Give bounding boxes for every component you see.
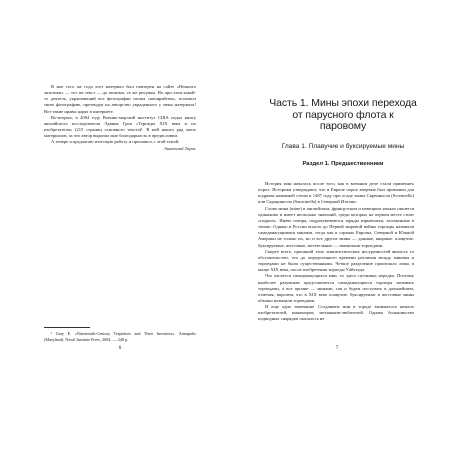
right-paragraph-1: История мин началась после того, как в военном деле стали применять порох. Историки утверждают, что в Европе порох впервые был применен для подрыва каменной стены в 1487 году при осаде замка Скреиньола (Screunello) или Сарацинелла (Saracinella) в Северной Италии. bbox=[258, 181, 414, 205]
right-paragraph-5: И еще одно замечание. Созданием мин в тороде занималось немало изобретателей, инженеров, механиков-любителей. Однако большинство подводных снарядов оказалось не bbox=[258, 304, 414, 322]
part-title: Часть 1. Мины эпохи перехода от парусного флота к паровому bbox=[269, 97, 417, 132]
right-page-body bbox=[258, 181, 414, 323]
right-page-number: 7 bbox=[335, 346, 339, 351]
left-paragraph-2: Во-вторых, в 2004 году Военно-морской институт США издал книгу английского исследователя Эдвина Грея «Торпеды XIX века и их изобретатели» (215 страниц основного текста)¹. В ней нашел ряд моих материалов, за что автор выразил мне благодарность в предисловии. bbox=[44, 114, 196, 139]
left-paragraph-3: А теперь я предлагаю итоговую работу и прошаюсь с этой темой. bbox=[51, 139, 180, 145]
left-paragraph-1: В мае того же года этот материал был повторен на сайте «Немного экзотики» — тот же текст — до запятых, те же рисунки. Но при этом какой-то деятель, украшающий все фотографии своим «копирайтом», положил свою фотографию, претендуя на авторство украденного у меня материала! Вот такие нравы царят в интернете. bbox=[44, 84, 196, 114]
chapter-title: Глава 1. Плавучие и буксируемые мины bbox=[281, 143, 405, 150]
right-paragraph-4: Что касается самодвижущихся мин, то здесь путаница нередка. Поэтому наиболее разумным представляется самодвижущиеся торпеды называть торпедами, а все прочие — минами, так и будем поступать в дальнейшем, отмечая, впрочем, что в XIX веке плавучие, буксируемые и шестовые мины обычно называли торпедами. bbox=[258, 273, 414, 303]
footnote-rule bbox=[44, 327, 90, 328]
right-page bbox=[225, 0, 450, 450]
footnote: ¹ Gray E. «Nineteenth-Century Torpedoes and Their Inventors». Annapolis (Maryland): Naval Institute Press, 2004. — 240 p. bbox=[44, 331, 196, 342]
author-signature: Анатолий Тарас bbox=[164, 145, 196, 151]
right-paragraph-3: Скорее всего, причиной этих лингвистических несуразностей явилось то обстоятельство, что до определенного времени различия между минами и торпедами не были существенными. Четкое разделение произошло лишь в конце XIX века, после изобретения торпеды Уайтхеда. bbox=[258, 248, 414, 273]
left-page-number: 6 bbox=[118, 346, 122, 351]
left-page-body bbox=[44, 84, 196, 152]
section-title: Раздел 1. Предшественники bbox=[302, 161, 384, 167]
right-paragraph-2: Слово мина (mine) в английском, французском и немецком языках пишется одинаково и имеет несколько значений, среди которых на первом месте стоит «подкоп». Иначе говоря, подразумеваются заряды взрывчатки, заложенные в землю. Однако в России вплоть до Первой мировой войны торпеды называли самодвижущимися минами, тогда как в странах Европы, Северной и Южной Америки не только их, но и все другие мины — донные, якорные, плавучие, буксируемые, шестовые, метательные — именовали торпедами. bbox=[258, 205, 414, 248]
